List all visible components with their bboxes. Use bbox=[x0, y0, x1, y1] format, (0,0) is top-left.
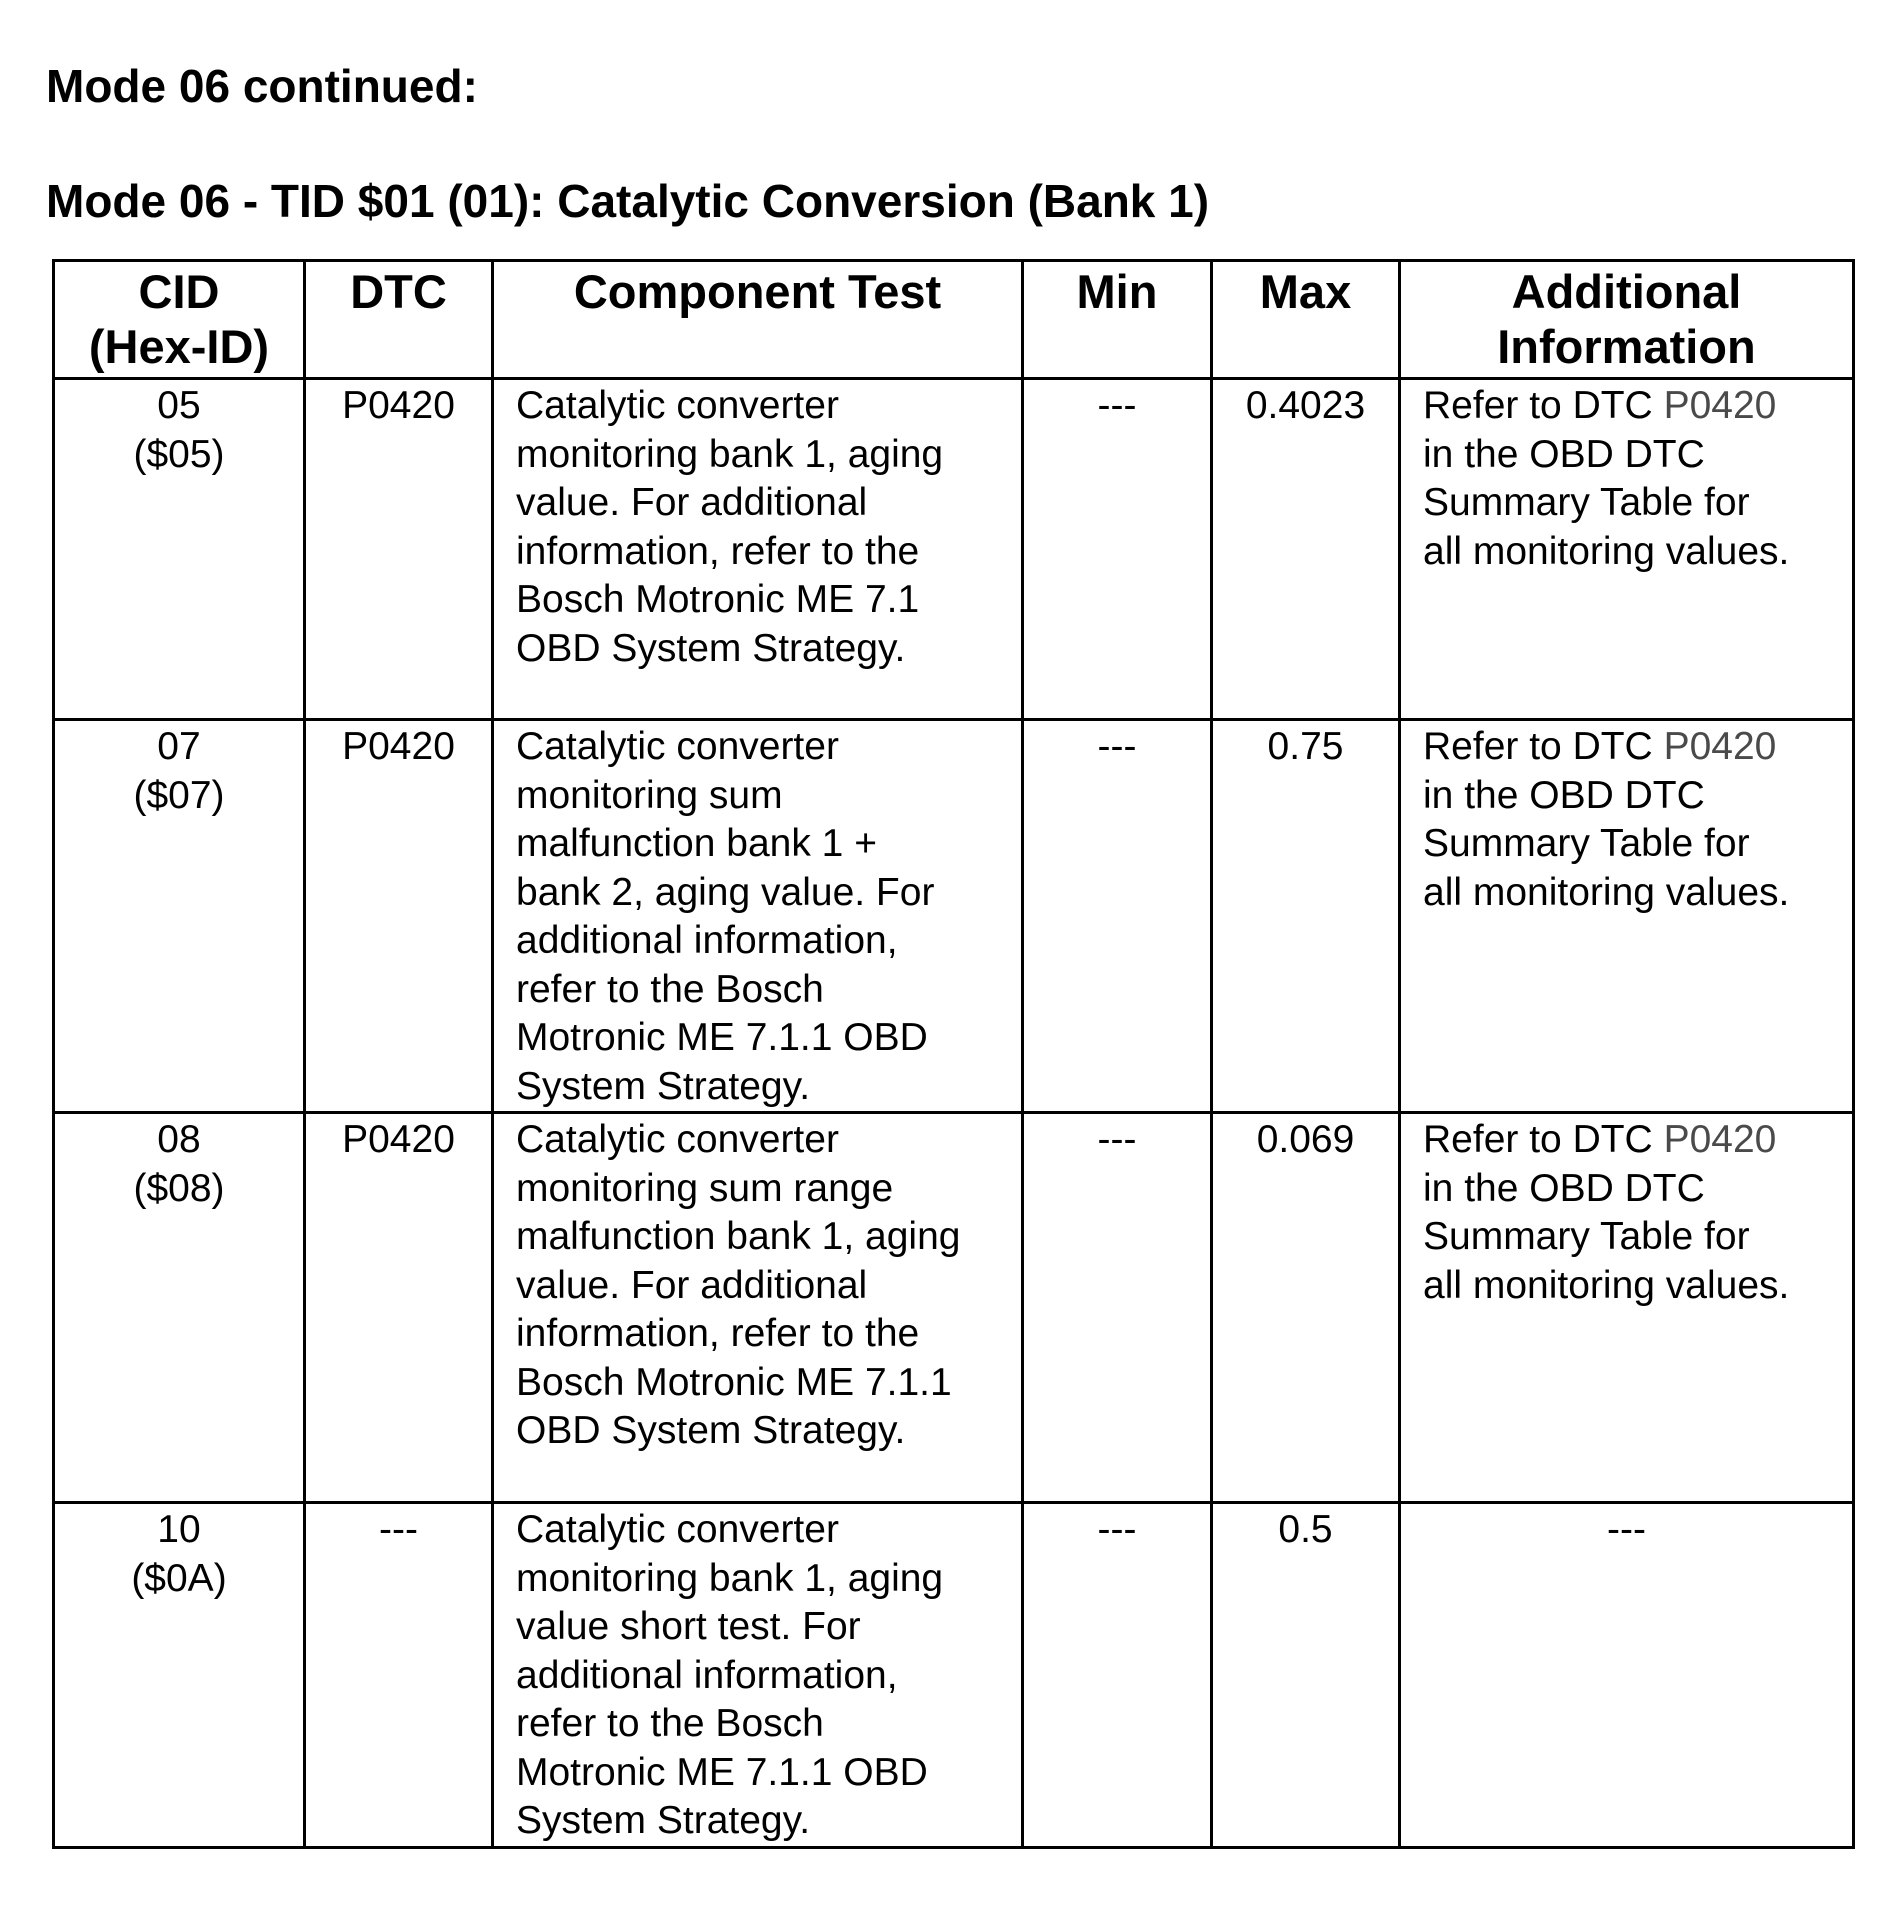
info-text-line: Summary Table for bbox=[1423, 822, 1750, 865]
test-text-line: Bosch Motronic ME 7.1.1 bbox=[516, 1360, 952, 1404]
header-min: Min bbox=[1023, 261, 1212, 379]
dtc-cell: P0420 bbox=[305, 1113, 493, 1503]
max-cell: 0.5 bbox=[1212, 1503, 1400, 1848]
min-cell: --- bbox=[1023, 720, 1212, 1113]
cid-cell bbox=[54, 720, 305, 1113]
header-hex-id-label: (Hex-ID) bbox=[88, 320, 270, 373]
additional-info-cell: --- bbox=[1400, 1503, 1854, 1848]
test-text-line: refer to the Bosch bbox=[516, 1702, 824, 1745]
test-text-line: Motronic ME 7.1.1 OBD bbox=[516, 1750, 928, 1794]
test-text-line: Catalytic converter bbox=[516, 725, 839, 768]
additional-info-cell bbox=[1400, 379, 1854, 720]
test-text-line: OBD System Strategy. bbox=[516, 1409, 906, 1452]
dtc-reference: P0420 bbox=[1663, 1118, 1777, 1161]
info-text-line bbox=[1423, 1116, 1846, 1165]
additional-info-cell bbox=[1400, 1113, 1854, 1503]
test-text-line: monitoring bank 1, aging bbox=[516, 1556, 944, 1600]
header-additional-information bbox=[1400, 261, 1854, 379]
min-cell: --- bbox=[1023, 379, 1212, 720]
test-text-line: Catalytic converter bbox=[516, 1118, 839, 1161]
test-text-line: System Strategy. bbox=[516, 1799, 811, 1842]
dtc-cell: P0420 bbox=[305, 379, 493, 720]
test-text-line: monitoring sum range bbox=[516, 1166, 894, 1210]
cid-cell bbox=[54, 1503, 305, 1848]
hex-id-value: ($07) bbox=[133, 773, 225, 817]
test-text-line: value short test. For bbox=[516, 1605, 861, 1648]
section-title: Mode 06 - TID $01 (01): Catalytic Conversion (Bank 1) bbox=[46, 175, 1210, 227]
cid-cell bbox=[54, 379, 305, 720]
cid-value: 05 bbox=[157, 384, 201, 427]
hex-id-value: ($0A) bbox=[131, 1556, 227, 1600]
test-text-line: value. For additional bbox=[516, 481, 868, 524]
min-cell: --- bbox=[1023, 1113, 1212, 1503]
info-text-line: Summary Table for bbox=[1423, 481, 1750, 524]
info-text-line: all monitoring values. bbox=[1423, 870, 1790, 914]
cid-cell bbox=[54, 1113, 305, 1503]
test-text-line: malfunction bank 1, aging bbox=[516, 1215, 961, 1258]
test-text-line: malfunction bank 1 + bbox=[516, 822, 877, 865]
mode06-table bbox=[52, 259, 1855, 1849]
test-text-line: bank 2, aging value. For bbox=[516, 870, 935, 914]
table-row bbox=[54, 379, 1854, 720]
table-header-row bbox=[54, 261, 1854, 379]
info-text-line: in the OBD DTC bbox=[1423, 1166, 1705, 1210]
component-test-cell bbox=[493, 1503, 1023, 1848]
component-test-cell bbox=[493, 720, 1023, 1113]
test-text-line: Catalytic converter bbox=[516, 1508, 839, 1551]
test-text-line: Motronic ME 7.1.1 OBD bbox=[516, 1016, 928, 1059]
header-information-label: Information bbox=[1497, 320, 1756, 373]
dtc-cell: P0420 bbox=[305, 720, 493, 1113]
test-text-line: information, refer to the bbox=[516, 1312, 920, 1355]
max-cell: 0.4023 bbox=[1212, 379, 1400, 720]
cid-value: 07 bbox=[157, 725, 201, 768]
max-cell: 0.75 bbox=[1212, 720, 1400, 1113]
header-dtc: DTC bbox=[305, 261, 493, 379]
header-max: Max bbox=[1212, 261, 1400, 379]
header-additional-label: Additional bbox=[1511, 265, 1742, 318]
test-text-line: Catalytic converter bbox=[516, 384, 839, 427]
test-text-line: information, refer to the bbox=[516, 529, 920, 573]
test-text-line: refer to the Bosch bbox=[516, 967, 824, 1011]
info-prefix: Refer to DTC bbox=[1423, 384, 1664, 427]
test-text-line: monitoring sum bbox=[516, 773, 783, 817]
test-text-line: additional information, bbox=[516, 1653, 898, 1697]
table-row bbox=[54, 1503, 1854, 1848]
dtc-reference: P0420 bbox=[1663, 725, 1777, 768]
test-text-line: monitoring bank 1, aging bbox=[516, 432, 944, 476]
info-text-line: in the OBD DTC bbox=[1423, 773, 1705, 817]
header-cid bbox=[54, 261, 305, 379]
info-text-line: in the OBD DTC bbox=[1423, 432, 1705, 476]
info-prefix: Refer to DTC bbox=[1423, 725, 1664, 768]
test-text-line: additional information, bbox=[516, 919, 898, 962]
info-text-line bbox=[1423, 382, 1846, 431]
cid-value: 10 bbox=[157, 1508, 201, 1551]
header-component-test: Component Test bbox=[493, 261, 1023, 379]
hex-id-value: ($05) bbox=[133, 432, 225, 476]
page-title: Mode 06 continued: bbox=[46, 60, 478, 112]
info-text-line: Summary Table for bbox=[1423, 1215, 1750, 1258]
max-cell: 0.069 bbox=[1212, 1113, 1400, 1503]
hex-id-value: ($08) bbox=[133, 1166, 225, 1210]
component-test-cell bbox=[493, 1113, 1023, 1503]
info-text-line bbox=[1423, 723, 1846, 772]
table-row bbox=[54, 720, 1854, 1113]
header-cid-label: CID bbox=[138, 265, 220, 318]
component-test-cell bbox=[493, 379, 1023, 720]
min-cell: --- bbox=[1023, 1503, 1212, 1848]
test-text-line: System Strategy. bbox=[516, 1064, 811, 1108]
test-text-line: OBD System Strategy. bbox=[516, 626, 906, 670]
info-text-line: all monitoring values. bbox=[1423, 1263, 1790, 1307]
dtc-reference: P0420 bbox=[1663, 384, 1777, 427]
dtc-cell: --- bbox=[305, 1503, 493, 1848]
test-text-line: value. For additional bbox=[516, 1263, 868, 1307]
table-row bbox=[54, 1113, 1854, 1503]
additional-info-cell bbox=[1400, 720, 1854, 1113]
info-text-line: all monitoring values. bbox=[1423, 529, 1790, 573]
test-text-line: Bosch Motronic ME 7.1 bbox=[516, 578, 920, 621]
cid-value: 08 bbox=[157, 1118, 201, 1161]
info-prefix: Refer to DTC bbox=[1423, 1118, 1664, 1161]
